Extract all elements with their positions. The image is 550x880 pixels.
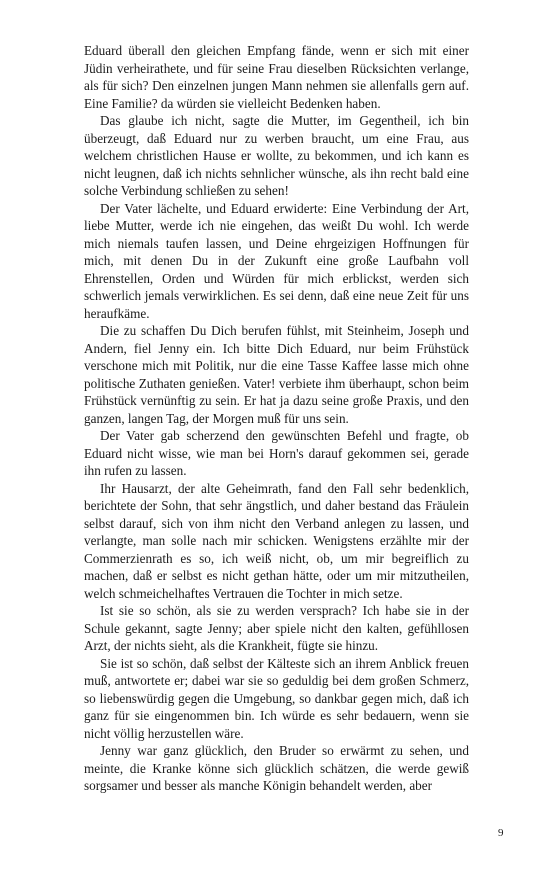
page-body: [84, 42, 469, 795]
paragraph-7: Ist sie so schön, als sie zu werden versprach? Ich habe sie in der Schule gekannt, sagte Jenny; aber spiele nicht den kalten, gefühllosen Arzt, der nichts sieht, als die Krankheit, fügte sie hinzu.: [84, 603, 469, 653]
paragraph-8: Sie ist so schön, daß selbst der Kälteste sich an ihrem Anblick freuen muß, antwortete er; dabei war sie so geduldig bei dem großen Schmerz, so liebenswürdig gegen die Umgebung, so dankbar gegen mich, daß ich ganz für sie eingenommen bin. Ich würde es sehr bedauern, wenn sie nicht völlig herzustellen wäre.: [84, 655, 469, 741]
page-number: 9: [498, 827, 504, 839]
paragraph-4: Die zu schaffen Du Dich berufen fühlst, mit Steinheim, Joseph und Andern, fiel Jenny ein. Ich bitte Dich Eduard, nur beim Frühstück verschone mich mit Politik, nur die eine Tasse Kaffee lasse mich ohne politische Zuthaten genießen. Vater! verbiete ihm überhaupt, schon beim Frühstück vernünftig zu sein. Er hat ja dazu seine große Praxis, und den ganzen, langen Tag, der Morgen muß für uns sein.: [84, 323, 469, 426]
paragraph-6: Ihr Hausarzt, der alte Geheimrath, fand den Fall sehr bedenklich, berichtete der Sohn, that sehr ängstlich, und daher bestand das Fräulein selbst darauf, sich von ihm nicht den Verband anlegen zu lassen, und verlangte, man solle nach mir schicken. Wenigstens erzählte mir der Commerzienrath es so, ich weiß nicht, ob, um mir begreiflich zu machen, daß er selbst es nicht gethan hätte, oder um mir mitzutheilen, welch schmeichelhaftes Vertrauen die Tochter in mich setze.: [84, 480, 469, 601]
paragraph-9: Jenny war ganz glücklich, den Bruder so erwärmt zu sehen, und meinte, die Kranke könne sich glücklich schätzen, die werde gewiß sorgsamer und besser als manche Königin behandelt werden, aber: [84, 743, 469, 793]
paragraph-5: Der Vater gab scherzend den gewünschten Befehl und fragte, ob Eduard nicht wisse, wie man bei Horn's darauf gekommen sei, gerade ihn rufen zu lassen.: [84, 428, 469, 478]
paragraph-2: Das glaube ich nicht, sagte die Mutter, im Gegentheil, ich bin überzeugt, daß Eduard nur zu werben braucht, um eine Frau, aus welchem christlichen Hause er wollte, zu bekommen, und ich kann es nicht leugnen, daß ich nichts sehnlicher wünsche, als ihn recht bald eine solche Verbindung schließen zu sehen!: [84, 113, 469, 198]
paragraph-1: Eduard überall den gleichen Empfang fände, wenn er sich mit einer Jüdin verheirathete, und für seine Frau dieselben Rücksichten verlange, als für sich? Den einzelnen jungen Mann nehmen sie allenfalls gern auf. Eine Familie? da würden sie vielleicht Bedenken haben.: [84, 43, 469, 111]
paragraph-3: Der Vater lächelte, und Eduard erwiderte: Eine Verbindung der Art, liebe Mutter, werde ich nie eingehen, das weißt Du wohl. Ich werde mich niemals taufen lassen, und Deine ehrgeizigen Hoffnungen für mich, mit denen Du in der Zukunft eine große Laufbahn voll Ehrenstellen, Orden und Würden für mich erblickst, werden sich schwerlich jemals verwirklichen. Es sei denn, daß eine neue Zeit für uns heraufkäme.: [84, 200, 469, 321]
